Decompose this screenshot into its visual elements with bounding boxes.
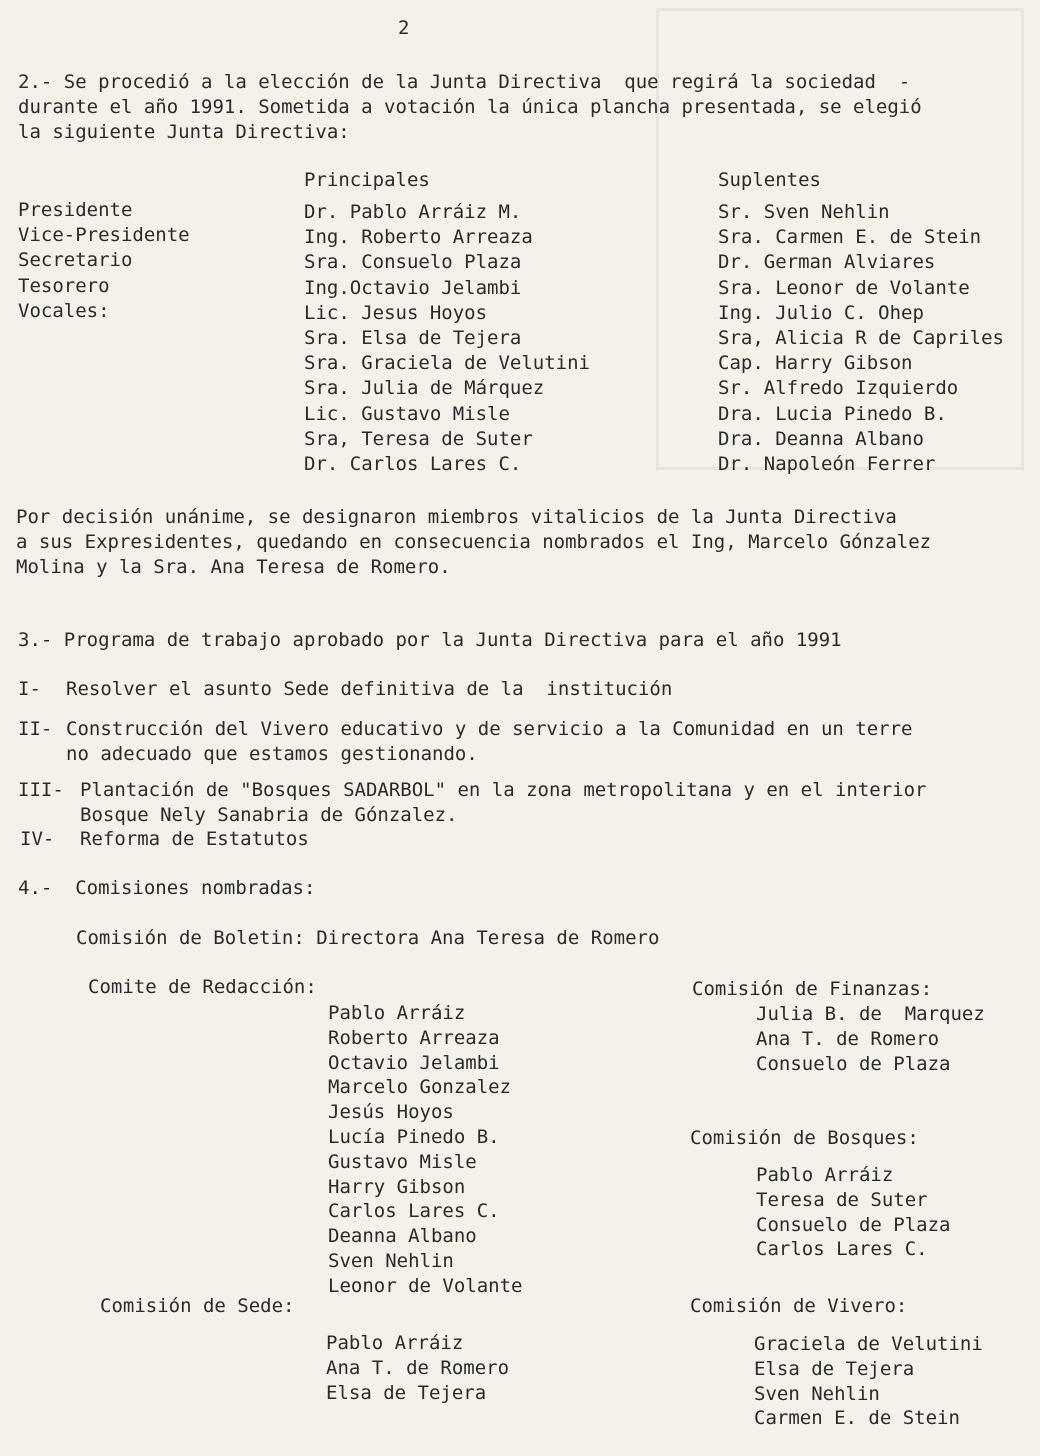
redaccion-title: Comite de Redacción:	[88, 976, 317, 998]
member-name: Julia B. de Marquez	[756, 1003, 985, 1025]
member-name: Octavio Jelambi	[328, 1051, 500, 1074]
principal-name: Lic. Gustavo Misle	[304, 402, 510, 425]
member-name: Pablo Arráiz	[756, 1164, 894, 1186]
member-name: Carlos Lares C.	[328, 1200, 500, 1223]
text-line: 2.- Se procedió a la elección de la Junta Directiva que regirá la sociedad -	[18, 71, 911, 93]
principal-name: Sra. Graciela de Velutini	[304, 352, 590, 375]
role-label: Secretario	[18, 249, 133, 272]
item-number: IV-	[20, 828, 55, 850]
sede-title: Comisión de Sede:	[100, 1295, 295, 1317]
member-name: Ana T. de Romero	[756, 1027, 940, 1050]
member-name: Sven Nehlin	[328, 1249, 454, 1272]
item-text: Reforma de Estatutos	[80, 828, 309, 850]
role-label: Vocales:	[18, 299, 110, 322]
member-name: Sven Nehlin	[754, 1382, 880, 1405]
redaccion-members	[328, 1001, 522, 1299]
principales-header: Principales	[304, 169, 430, 191]
suplente-name: Sr. Sven Nehlin	[718, 201, 890, 223]
suplente-name: Sr. Alfredo Izquierdo	[718, 377, 959, 400]
member-name: Leonor de Volante	[328, 1274, 523, 1297]
member-name: Elsa de Tejera	[326, 1381, 487, 1404]
roles-column	[18, 198, 190, 324]
principal-name: Sra. Elsa de Tejera	[304, 327, 522, 350]
role-label: Tesorero	[18, 274, 110, 297]
bosques-members	[756, 1163, 950, 1262]
member-name: Teresa de Suter	[756, 1188, 928, 1211]
member-name: Consuelo de Plaza	[756, 1213, 951, 1236]
principal-name: Lic. Jesus Hoyos	[304, 301, 488, 324]
member-name: Carmen E. de Stein	[754, 1407, 960, 1430]
member-name: Graciela de Velutini	[754, 1333, 983, 1355]
principal-name: Sra, Teresa de Suter	[304, 427, 533, 450]
suplente-name: Dr. Napoleón Ferrer	[718, 453, 936, 476]
suplente-name: Sra. Carmen E. de Stein	[718, 226, 982, 249]
member-name: Marcelo Gonzalez	[328, 1076, 512, 1099]
section-3-heading: 3.- Programa de trabajo aprobado por la Junta Directiva para el año 1991	[18, 629, 842, 651]
suplente-name: Sra, Alicia R de Capriles	[718, 327, 1004, 350]
section-4-heading: 4.- Comisiones nombradas:	[18, 877, 316, 899]
principal-name: Sra. Consuelo Plaza	[304, 251, 522, 274]
suplente-name: Dra. Lucia Pinedo B.	[718, 402, 947, 425]
section-2-intro	[18, 70, 922, 146]
item-number: III-	[18, 779, 64, 801]
suplente-name: Cap. Harry Gibson	[718, 352, 913, 375]
member-name: Carlos Lares C.	[756, 1238, 928, 1261]
member-name: Gustavo Misle	[328, 1150, 477, 1173]
text-line: Molina y la Sra. Ana Teresa de Romero.	[16, 556, 451, 579]
suplente-name: Sra. Leonor de Volante	[718, 276, 970, 299]
suplente-name: Dra. Deanna Albano	[718, 427, 924, 450]
item-text: Construcción del Vivero educativo y de servicio a la Comunidad en un terre	[66, 718, 913, 740]
member-name: Pablo Arráiz	[328, 1002, 466, 1024]
principal-name: Ing.Octavio Jelambi	[304, 276, 522, 299]
member-name: Harry Gibson	[328, 1175, 466, 1198]
bosques-title: Comisión de Bosques:	[690, 1127, 919, 1149]
principales-column	[304, 200, 590, 477]
member-name: Elsa de Tejera	[754, 1357, 915, 1380]
vivero-title: Comisión de Vivero:	[690, 1295, 908, 1317]
finanzas-title: Comisión de Finanzas:	[692, 978, 933, 1000]
member-name: Deanna Albano	[328, 1225, 477, 1248]
item-text: Resolver el asunto Sede definitiva de la institución	[66, 678, 673, 700]
vivero-members	[754, 1332, 983, 1431]
member-name: Pablo Arráiz	[326, 1332, 464, 1354]
role-label: Vice-Presidente	[18, 224, 190, 247]
vitalicios-paragraph	[16, 505, 931, 581]
member-name: Lucía Pinedo B.	[328, 1125, 500, 1148]
member-name: Roberto Arreaza	[328, 1026, 500, 1049]
sede-members	[326, 1331, 509, 1405]
page-number: 2	[398, 17, 410, 39]
item-number: II-	[18, 718, 53, 740]
suplentes-header: Suplentes	[718, 169, 821, 191]
boletin-line: Comisión de Boletin: Directora Ana Teresa de Romero	[76, 927, 660, 949]
principal-name: Sra. Julia de Márquez	[304, 377, 545, 400]
principal-name: Dr. Pablo Arráiz M.	[304, 201, 522, 223]
suplente-name: Dr. German Alviares	[718, 251, 936, 274]
principal-name: Dr. Carlos Lares C.	[304, 453, 522, 476]
text-line: a sus Expresidentes, quedando en consecuencia nombrados el Ing, Marcelo Gónzalez	[16, 531, 932, 554]
item-text: Plantación de "Bosques SADARBOL" en la zona metropolitana y en el interior	[80, 779, 927, 801]
finanzas-members	[756, 1002, 985, 1076]
item-text: Bosque Nely Sanabria de Gónzalez.	[80, 804, 458, 826]
member-name: Jesús Hoyos	[328, 1101, 454, 1124]
text-line: la siguiente Junta Directiva:	[18, 121, 350, 144]
suplentes-column	[718, 200, 1004, 477]
suplente-name: Ing. Julio C. Ohep	[718, 301, 924, 324]
item-number: I-	[18, 678, 41, 700]
member-name: Ana T. de Romero	[326, 1356, 510, 1379]
principal-name: Ing. Roberto Arreaza	[304, 226, 533, 249]
role-label: Presidente	[18, 199, 133, 221]
member-name: Consuelo de Plaza	[756, 1052, 951, 1075]
text-line: durante el año 1991. Sometida a votación la única plancha presentada, se elegió	[18, 96, 922, 119]
text-line: Por decisión unánime, se designaron miembros vitalicios de la Junta Directiva	[16, 506, 897, 528]
item-text: no adecuado que estamos gestionando.	[66, 743, 478, 765]
